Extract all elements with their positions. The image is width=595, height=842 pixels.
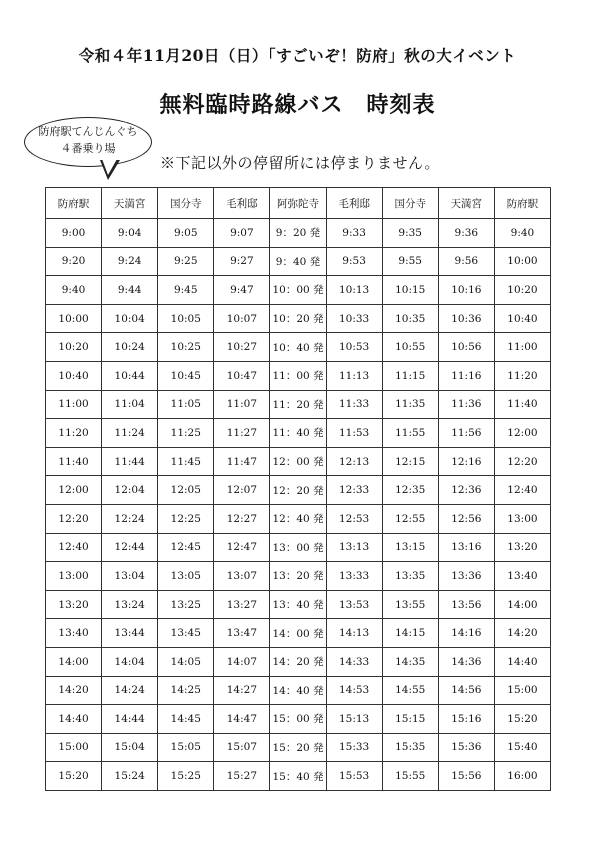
table-row bbox=[46, 504, 551, 533]
time-cell: 15：40 発 bbox=[270, 762, 326, 791]
time-cell: 10:35 bbox=[382, 304, 438, 333]
time-cell: 13:00 bbox=[494, 504, 550, 533]
column-header: 毛利邸 bbox=[214, 188, 270, 219]
table-row bbox=[46, 419, 551, 448]
time-cell: 9:35 bbox=[382, 219, 438, 248]
time-cell: 11:44 bbox=[102, 447, 158, 476]
callout-tail-fill bbox=[102, 159, 117, 175]
time-cell: 10:45 bbox=[158, 361, 214, 390]
time-cell: 9:27 bbox=[214, 247, 270, 276]
time-cell: 11:20 bbox=[46, 419, 102, 448]
time-cell: 12:27 bbox=[214, 504, 270, 533]
time-cell: 9:55 bbox=[382, 247, 438, 276]
time-cell: 13:07 bbox=[214, 562, 270, 591]
time-cell: 12:15 bbox=[382, 447, 438, 476]
timetable-body bbox=[46, 219, 551, 791]
column-header: 国分寺 bbox=[382, 188, 438, 219]
time-cell: 9:33 bbox=[326, 219, 382, 248]
time-cell: 12:56 bbox=[438, 504, 494, 533]
time-cell: 13:16 bbox=[438, 533, 494, 562]
time-cell: 10:05 bbox=[158, 304, 214, 333]
time-cell: 13:15 bbox=[382, 533, 438, 562]
time-cell: 12:40 bbox=[46, 533, 102, 562]
time-cell: 11:45 bbox=[158, 447, 214, 476]
time-cell: 13:33 bbox=[326, 562, 382, 591]
time-cell: 15:20 bbox=[46, 762, 102, 791]
table-row bbox=[46, 333, 551, 362]
time-cell: 12:47 bbox=[214, 533, 270, 562]
time-cell: 14:20 bbox=[494, 619, 550, 648]
time-cell: 12:35 bbox=[382, 476, 438, 505]
time-cell: 11:07 bbox=[214, 390, 270, 419]
time-cell: 15:20 bbox=[494, 705, 550, 734]
time-cell: 10：00 発 bbox=[270, 276, 326, 305]
time-cell: 14:53 bbox=[326, 676, 382, 705]
time-cell: 10:16 bbox=[438, 276, 494, 305]
time-cell: 13:20 bbox=[494, 533, 550, 562]
time-cell: 10:04 bbox=[102, 304, 158, 333]
time-cell: 15:00 bbox=[46, 733, 102, 762]
time-cell: 9:00 bbox=[46, 219, 102, 248]
table-row bbox=[46, 733, 551, 762]
time-cell: 13:40 bbox=[46, 619, 102, 648]
column-header: 阿弥陀寺 bbox=[270, 188, 326, 219]
time-cell: 12:24 bbox=[102, 504, 158, 533]
time-cell: 10:25 bbox=[158, 333, 214, 362]
time-cell: 12:40 bbox=[494, 476, 550, 505]
time-cell: 15:56 bbox=[438, 762, 494, 791]
column-header: 天満宮 bbox=[102, 188, 158, 219]
time-cell: 10:20 bbox=[46, 333, 102, 362]
table-row bbox=[46, 476, 551, 505]
time-cell: 9：40 発 bbox=[270, 247, 326, 276]
time-cell: 11:35 bbox=[382, 390, 438, 419]
time-cell: 15:15 bbox=[382, 705, 438, 734]
column-header: 防府駅 bbox=[46, 188, 102, 219]
time-cell: 12:05 bbox=[158, 476, 214, 505]
time-cell: 14:55 bbox=[382, 676, 438, 705]
time-cell: 11:55 bbox=[382, 419, 438, 448]
time-cell: 14：20 発 bbox=[270, 647, 326, 676]
table-row bbox=[46, 276, 551, 305]
table-row bbox=[46, 361, 551, 390]
time-cell: 14:25 bbox=[158, 676, 214, 705]
time-cell: 10:07 bbox=[214, 304, 270, 333]
time-cell: 11：00 発 bbox=[270, 361, 326, 390]
timetable-header-row bbox=[46, 188, 551, 219]
time-cell: 12:00 bbox=[46, 476, 102, 505]
time-cell: 9:25 bbox=[158, 247, 214, 276]
time-cell: 14:56 bbox=[438, 676, 494, 705]
time-cell: 10:20 bbox=[494, 276, 550, 305]
time-cell: 9:40 bbox=[46, 276, 102, 305]
time-cell: 15:53 bbox=[326, 762, 382, 791]
time-cell: 14:24 bbox=[102, 676, 158, 705]
time-cell: 13:00 bbox=[46, 562, 102, 591]
time-cell: 10:36 bbox=[438, 304, 494, 333]
table-row bbox=[46, 219, 551, 248]
column-header: 防府駅 bbox=[494, 188, 550, 219]
table-row bbox=[46, 247, 551, 276]
time-cell: 12:45 bbox=[158, 533, 214, 562]
time-cell: 13:55 bbox=[382, 590, 438, 619]
time-cell: 9:20 bbox=[46, 247, 102, 276]
time-cell: 9:47 bbox=[214, 276, 270, 305]
time-cell: 9:40 bbox=[494, 219, 550, 248]
time-cell: 11:00 bbox=[494, 333, 550, 362]
time-cell: 15:40 bbox=[494, 733, 550, 762]
time-cell: 14:40 bbox=[46, 705, 102, 734]
time-cell: 14:27 bbox=[214, 676, 270, 705]
time-cell: 12：40 発 bbox=[270, 504, 326, 533]
time-cell: 14:40 bbox=[494, 647, 550, 676]
time-cell: 11:47 bbox=[214, 447, 270, 476]
time-cell: 12:16 bbox=[438, 447, 494, 476]
time-cell: 13:47 bbox=[214, 619, 270, 648]
time-cell: 12:20 bbox=[46, 504, 102, 533]
event-header: 令和４年11月20日（日）「すごいぞ！防府」秋の大イベント bbox=[78, 46, 517, 65]
time-cell: 11:15 bbox=[382, 361, 438, 390]
time-cell: 10:24 bbox=[102, 333, 158, 362]
time-cell: 14:47 bbox=[214, 705, 270, 734]
time-cell: 10：20 発 bbox=[270, 304, 326, 333]
time-cell: 10:15 bbox=[382, 276, 438, 305]
time-cell: 15:27 bbox=[214, 762, 270, 791]
time-cell: 9:36 bbox=[438, 219, 494, 248]
time-cell: 14:33 bbox=[326, 647, 382, 676]
time-cell: 9:45 bbox=[158, 276, 214, 305]
time-cell: 15:33 bbox=[326, 733, 382, 762]
time-cell: 11:13 bbox=[326, 361, 382, 390]
timetable bbox=[45, 187, 551, 791]
callout-text bbox=[24, 123, 152, 157]
time-cell: 12:04 bbox=[102, 476, 158, 505]
time-cell: 13:45 bbox=[158, 619, 214, 648]
time-cell: 11：20 発 bbox=[270, 390, 326, 419]
time-cell: 12:55 bbox=[382, 504, 438, 533]
time-cell: 12:13 bbox=[326, 447, 382, 476]
time-cell: 13:20 bbox=[46, 590, 102, 619]
time-cell: 10:55 bbox=[382, 333, 438, 362]
time-cell: 11:27 bbox=[214, 419, 270, 448]
time-cell: 16:00 bbox=[494, 762, 550, 791]
time-cell: 10:40 bbox=[46, 361, 102, 390]
column-header: 国分寺 bbox=[158, 188, 214, 219]
time-cell: 14:16 bbox=[438, 619, 494, 648]
time-cell: 9:05 bbox=[158, 219, 214, 248]
callout-platform: ４番乗り場 bbox=[60, 142, 116, 155]
time-cell: 9：20 発 bbox=[270, 219, 326, 248]
time-cell: 11:24 bbox=[102, 419, 158, 448]
time-cell: 14:05 bbox=[158, 647, 214, 676]
time-cell: 11:00 bbox=[46, 390, 102, 419]
time-cell: 13:40 bbox=[494, 562, 550, 591]
time-cell: 12：20 発 bbox=[270, 476, 326, 505]
time-cell: 13:05 bbox=[158, 562, 214, 591]
time-cell: 10:40 bbox=[494, 304, 550, 333]
table-row bbox=[46, 562, 551, 591]
time-cell: 11:05 bbox=[158, 390, 214, 419]
time-cell: 9:44 bbox=[102, 276, 158, 305]
time-cell: 14:36 bbox=[438, 647, 494, 676]
table-row bbox=[46, 447, 551, 476]
time-cell: 14:45 bbox=[158, 705, 214, 734]
time-cell: 15:13 bbox=[326, 705, 382, 734]
time-cell: 13:53 bbox=[326, 590, 382, 619]
time-cell: 12：00 発 bbox=[270, 447, 326, 476]
callout-stop-name: 防府駅てんじんぐち bbox=[38, 125, 138, 138]
time-cell: 13:56 bbox=[438, 590, 494, 619]
time-cell: 13:36 bbox=[438, 562, 494, 591]
time-cell: 15：00 発 bbox=[270, 705, 326, 734]
time-cell: 13:24 bbox=[102, 590, 158, 619]
time-cell: 15:05 bbox=[158, 733, 214, 762]
time-cell: 15:55 bbox=[382, 762, 438, 791]
time-cell: 13：20 発 bbox=[270, 562, 326, 591]
time-cell: 13:44 bbox=[102, 619, 158, 648]
time-cell: 11:56 bbox=[438, 419, 494, 448]
time-cell: 9:04 bbox=[102, 219, 158, 248]
time-cell: 11:40 bbox=[494, 390, 550, 419]
time-cell: 14：00 発 bbox=[270, 619, 326, 648]
table-row bbox=[46, 647, 551, 676]
time-cell: 14:20 bbox=[46, 676, 102, 705]
time-cell: 15:25 bbox=[158, 762, 214, 791]
time-cell: 10:53 bbox=[326, 333, 382, 362]
stop-notice: ※下記以外の停留所には停まりません。 bbox=[160, 154, 440, 172]
time-cell: 14:15 bbox=[382, 619, 438, 648]
time-cell: 12:00 bbox=[494, 419, 550, 448]
time-cell: 12:53 bbox=[326, 504, 382, 533]
time-cell: 14:00 bbox=[46, 647, 102, 676]
time-cell: 10:56 bbox=[438, 333, 494, 362]
time-cell: 12:20 bbox=[494, 447, 550, 476]
time-cell: 10:27 bbox=[214, 333, 270, 362]
time-cell: 10:00 bbox=[46, 304, 102, 333]
column-header: 毛利邸 bbox=[326, 188, 382, 219]
time-cell: 9:56 bbox=[438, 247, 494, 276]
table-row bbox=[46, 705, 551, 734]
time-cell: 15:16 bbox=[438, 705, 494, 734]
table-row bbox=[46, 619, 551, 648]
table-row bbox=[46, 390, 551, 419]
time-cell: 10:44 bbox=[102, 361, 158, 390]
time-cell: 11:20 bbox=[494, 361, 550, 390]
time-cell: 14：40 発 bbox=[270, 676, 326, 705]
time-cell: 12:33 bbox=[326, 476, 382, 505]
time-cell: 15:24 bbox=[102, 762, 158, 791]
time-cell: 11:33 bbox=[326, 390, 382, 419]
time-cell: 12:25 bbox=[158, 504, 214, 533]
time-cell: 9:24 bbox=[102, 247, 158, 276]
time-cell: 15:35 bbox=[382, 733, 438, 762]
time-cell: 13：00 発 bbox=[270, 533, 326, 562]
time-cell: 11:36 bbox=[438, 390, 494, 419]
time-cell: 13:35 bbox=[382, 562, 438, 591]
time-cell: 10:47 bbox=[214, 361, 270, 390]
time-cell: 11:53 bbox=[326, 419, 382, 448]
time-cell: 15:00 bbox=[494, 676, 550, 705]
page-title: 無料臨時路線バス 時刻表 bbox=[159, 92, 436, 118]
time-cell: 11:16 bbox=[438, 361, 494, 390]
time-cell: 13:25 bbox=[158, 590, 214, 619]
time-cell: 14:35 bbox=[382, 647, 438, 676]
time-cell: 15:07 bbox=[214, 733, 270, 762]
time-cell: 13:13 bbox=[326, 533, 382, 562]
table-row bbox=[46, 762, 551, 791]
time-cell: 11：40 発 bbox=[270, 419, 326, 448]
time-cell: 15：20 発 bbox=[270, 733, 326, 762]
time-cell: 9:07 bbox=[214, 219, 270, 248]
time-cell: 12:36 bbox=[438, 476, 494, 505]
time-cell: 15:36 bbox=[438, 733, 494, 762]
time-cell: 13:04 bbox=[102, 562, 158, 591]
time-cell: 14:13 bbox=[326, 619, 382, 648]
time-cell: 12:07 bbox=[214, 476, 270, 505]
time-cell: 10:13 bbox=[326, 276, 382, 305]
time-cell: 11:40 bbox=[46, 447, 102, 476]
table-row bbox=[46, 304, 551, 333]
time-cell: 14:04 bbox=[102, 647, 158, 676]
time-cell: 11:04 bbox=[102, 390, 158, 419]
time-cell: 15:04 bbox=[102, 733, 158, 762]
time-cell: 14:00 bbox=[494, 590, 550, 619]
table-row bbox=[46, 590, 551, 619]
table-row bbox=[46, 676, 551, 705]
table-row bbox=[46, 533, 551, 562]
time-cell: 12:44 bbox=[102, 533, 158, 562]
time-cell: 13:27 bbox=[214, 590, 270, 619]
column-header: 天満宮 bbox=[438, 188, 494, 219]
time-cell: 10:33 bbox=[326, 304, 382, 333]
time-cell: 13：40 発 bbox=[270, 590, 326, 619]
time-cell: 14:44 bbox=[102, 705, 158, 734]
time-cell: 10:00 bbox=[494, 247, 550, 276]
time-cell: 9:53 bbox=[326, 247, 382, 276]
time-cell: 11:25 bbox=[158, 419, 214, 448]
time-cell: 14:07 bbox=[214, 647, 270, 676]
time-cell: 10：40 発 bbox=[270, 333, 326, 362]
